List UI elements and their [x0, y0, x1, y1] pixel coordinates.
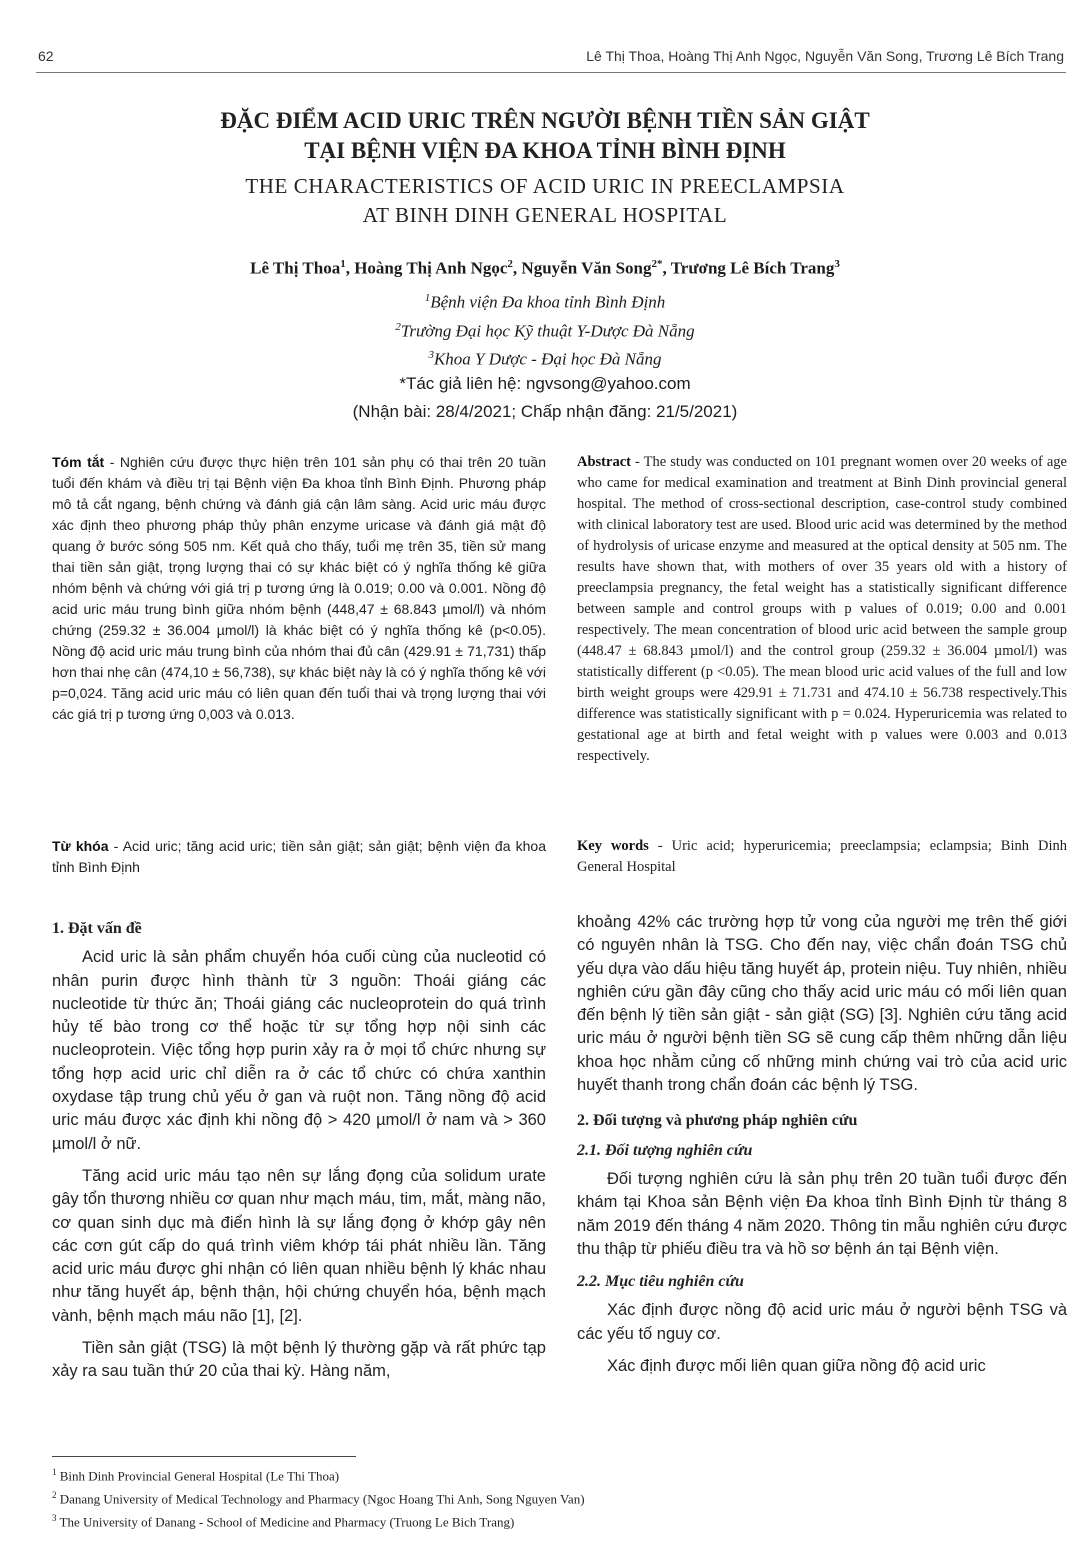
- title-vi-line1: ĐẶC ĐIỂM ACID URIC TRÊN NGƯỜI BỆNH TIỀN SẢN GIẬT: [220, 108, 870, 133]
- title-vi-line2: TẠI BỆNH VIỆN ĐA KHOA TỈNH BÌNH ĐỊNH: [304, 138, 786, 163]
- affiliation-item: [0, 286, 1090, 315]
- author-separator: ,: [662, 258, 671, 278]
- title-en-line1: THE CHARACTERISTICS OF ACID URIC IN PREECLAMPSIA: [245, 174, 845, 198]
- body-right-column: [577, 911, 1067, 1387]
- affiliation-mark: 3: [428, 349, 434, 362]
- subsection-2-2-heading: 2.2. Mục tiêu nghiên cứu: [577, 1273, 744, 1291]
- subsection-2-1-heading: 2.1. Đối tượng nghiên cứu: [577, 1141, 753, 1159]
- abstract-en-text: - The study was conducted on 101 pregnant women over 20 weeks of age who came for medical examination and treatment at Binh Dinh provincial general hospital. The method of cross-sectional description, case-control study combined with clinical laboratory test are used. Blood uric acid was determined by the method of hydrolysis of uricase enzyme and measured at the optical density at 505 nm. The results have shown that, with mothers of over 35 years old with a history of preeclampsia pregnancy, the fetal weight has a statistically significant difference between sample and control groups with p values of 0.019; 0.00 and 0.001 respectively. The mean concentration of blood uric acid between the sample group (448.47 ± 68.843 µmol/l) and the control group (259.32 ± 36.004 µmol/l) was statistically different (p <0.05). The mean blood uric acid values of the full and low birth weight groups were 429.91 ± 71.731 and 474.10 ± 56.738 respectively.This difference was statistically significant with p = 0.024. Hyperuricemia was related to gestational age at birth and fetal weight with p values were 0.003 and 0.013 respectively.: [577, 454, 1067, 764]
- footnote-item: [52, 1463, 585, 1486]
- abstract-vi-text: - Nghiên cứu được thực hiện trên 101 sản phụ có thai trên 20 tuần tuổi đến khám và điều trị tại Bệnh viện Đa khoa tỉnh Bình Định. Phương pháp mô tả cắt ngang, bệnh chứng và đánh giá cận lâm sàng. Acid uric máu được xác định theo phương pháp thủy phân enzyme uricase và đánh giá mật độ quang ở bước sóng 505 nm. Kết quả cho thấy, tuổi mẹ trên 35, tiền sử mang thai tiền sản giật, trọng lượng thai có sự khác biệt có ý nghĩa thống kê giữa nhóm bệnh và chứng với giá trị p tương ứng là 0.019; 0.00 và 0.001. Nồng độ acid uric máu trung bình giữa nhóm bệnh (448,47 ± 68.843 µmol/l) và nhóm chứng (259.32 ± 36.004 µmol/l) là khác biệt có ý nghĩa thống kê (p<0.05). Nồng độ acid uric máu trung bình của nhóm thai đủ cân (429.91 ± 71,731) thấp hơn thai nhẹ cân (474,10 ± 56,738), sự khác biệt này là có ý nghĩa thống kê với p=0,024. Tăng acid uric máu có liên quan đến tuổi thai và trọng lượng thai với các giá trị p tương ứng 0,003 và 0.013.: [52, 454, 546, 722]
- abstract-en: [577, 452, 1067, 767]
- section1-heading: 1. Đặt vấn đề: [52, 920, 142, 937]
- footnote-divider: [52, 1456, 356, 1457]
- author-affil-mark: 3: [834, 258, 840, 270]
- corresponding-author: *Tác giả liên hệ: ngvsong@yahoo.com: [399, 374, 691, 393]
- abstract-en-label: Abstract: [577, 454, 631, 470]
- author-name: Hoàng Thị Anh Ngọc: [354, 258, 508, 278]
- author-name: Nguyễn Văn Song: [521, 258, 652, 278]
- page-number: 62: [38, 48, 54, 64]
- author-separator: ,: [345, 258, 355, 278]
- header-divider: [36, 72, 1066, 73]
- affiliation-text: Bệnh viện Đa khoa tỉnh Bình Định: [430, 292, 666, 312]
- abstract-vi-label: Tóm tắt: [52, 454, 105, 470]
- author-name: Trương Lê Bích Trang: [670, 258, 835, 278]
- footnote-text: Binh Dinh Provincial General Hospital (Le Thi Thoa): [59, 1468, 340, 1484]
- section1-paragraph: Tiền sản giật (TSG) là một bệnh lý thường gặp và rất phức tạp xảy ra sau tuần thứ 20 của thai kỳ. Hàng năm,: [52, 1339, 546, 1381]
- affiliation-text: Khoa Y Dược - Đại học Đà Nẵng: [433, 349, 662, 369]
- author-separator: ,: [512, 258, 522, 278]
- abstract-vi: [52, 452, 546, 725]
- section2-paragraph: Xác định được nồng độ acid uric máu ở người bệnh TSG và các yếu tố nguy cơ.: [577, 1301, 1067, 1343]
- section1-paragraph: Acid uric là sản phẩm chuyển hóa cuối cùng của nucleotid có nhân purin được hình thành từ 3 nguồn: Thoái giáng các nucleotide từ thức ăn; Thoái giáng các nucleoprotein do quá trình hủy tế bào trong cơ thể hoặc từ sự tổng hợp nội sinh các nucleoprotein. Việc tổng hợp purin xảy ra ở mọi tổ chức nhưng sự tổng hợp acid uric chỉ diễn ra ở các tổ chức có chứa xanthin oxydase tập trung chủ yếu ở gan và ruột non. Tăng nồng độ acid uric máu được xác định khi nồng độ > 420 µmol/l ở nam và > 360 µmol/l ở nữ.: [52, 948, 546, 1153]
- section1-paragraph-continued: khoảng 42% các trường hợp tử vong của người mẹ trên thế giới có nguyên nhân là TSG. Cho đến nay, việc chẩn đoán TSG chủ yếu dựa vào dấu hiệu tăng huyết áp, protein niệu. Tuy nhiên, nhiều nghiên cứu gần đây cũng cho thấy acid uric máu có mối liên quan đến bệnh lý tiền sản giật - sản giật (SG) [3]. Nghiên cứu tăng acid uric máu ở người bệnh tiền SG sẽ cung cấp thêm những dẫn liệu khoa học nhằm củng cố những minh chứng vai trò của acid uric huyết thanh trong chẩn đoán các bệnh lý TSG.: [577, 913, 1067, 1095]
- affiliation-mark: 1: [424, 292, 431, 304]
- keywords-vi: [52, 836, 546, 878]
- keywords-en-label: Key words: [577, 838, 649, 854]
- received-accepted-dates: (Nhận bài: 28/4/2021; Chấp nhận đăng: 21/5/2021): [352, 402, 738, 421]
- body-left-column: [52, 917, 546, 1393]
- author-name: Lê Thị Thoa: [250, 258, 341, 278]
- section2-paragraph: Xác định được mối liên quan giữa nồng độ acid uric: [607, 1357, 986, 1376]
- affiliations: [0, 286, 1090, 372]
- section2-paragraph: Đối tượng nghiên cứu là sản phụ trên 20 tuần tuổi được đến khám tại Khoa sản Bệnh viện Đa khoa tỉnh Bình Định từ tháng 8 năm 2019 đến tháng 4 năm 2020. Thông tin mẫu nghiên cứu được thu thập từ phiếu điều tra và hồ sơ bệnh án tại Bệnh viện.: [577, 1169, 1067, 1258]
- title-en-line2: AT BINH DINH GENERAL HOSPITAL: [362, 203, 728, 227]
- keywords-en-text: - Uric acid; hyperuricemia; preeclampsia; eclampsia; Binh Dinh General Hospital: [577, 838, 1067, 875]
- footnote-text: The University of Danang - School of Medicine and Pharmacy (Truong Le Bich Trang): [59, 1513, 515, 1529]
- author-affil-mark: 1: [340, 258, 346, 270]
- footnote-mark: 1: [52, 1467, 57, 1477]
- keywords-vi-label: Từ khóa: [52, 838, 109, 854]
- affiliation-item: [0, 315, 1090, 344]
- footnote-item: [52, 1486, 585, 1509]
- section2-heading: 2. Đối tượng và phương pháp nghiên cứu: [577, 1112, 858, 1130]
- affiliation-item: [0, 343, 1090, 372]
- section1-paragraph: Tăng acid uric máu tạo nên sự lắng đọng của solidum urate gây tổn thương nhiều cơ quan như mạch máu, tim, mắt, màng não, cơ quan sinh dục mà điển hình là sự lắng đọng ở khớp gây nên các cơn gút cấp do quá trình viêm khớp tái phát nhiều lần. Tăng acid uric máu được ghi nhận có liên quan nhiều bệnh lý khác nhau như tăng huyết áp, bệnh thận, hội chứng chuyển hóa, bệnh mạch vành, bệnh mạch máu não [1], [2].: [52, 1166, 546, 1325]
- footnote-item: [52, 1509, 585, 1532]
- author-affil-mark: 2*: [651, 258, 663, 270]
- running-header-authors: Lê Thị Thoa, Hoàng Thị Anh Ngọc, Nguyễn Văn Song, Trương Lê Bích Trang: [586, 48, 1064, 64]
- footnote-text: Danang University of Medical Technology and Pharmacy (Ngoc Hoang Thi Anh, Song Nguyen Van): [59, 1491, 585, 1507]
- author-affil-mark: 2: [507, 258, 513, 270]
- footnotes: [52, 1463, 585, 1531]
- keywords-en: [577, 836, 1067, 878]
- author-list: [0, 258, 1090, 279]
- footnote-mark: 2: [52, 1489, 57, 1500]
- keywords-vi-text: - Acid uric; tăng acid uric; tiền sản giật; sản giật; bệnh viện đa khoa tỉnh Bình Định: [52, 838, 546, 875]
- affiliation-mark: 2: [395, 320, 401, 333]
- affiliation-text: Trường Đại học Kỹ thuật Y-Dược Đà Nẵng: [400, 321, 695, 341]
- footnote-mark: 3: [52, 1512, 57, 1523]
